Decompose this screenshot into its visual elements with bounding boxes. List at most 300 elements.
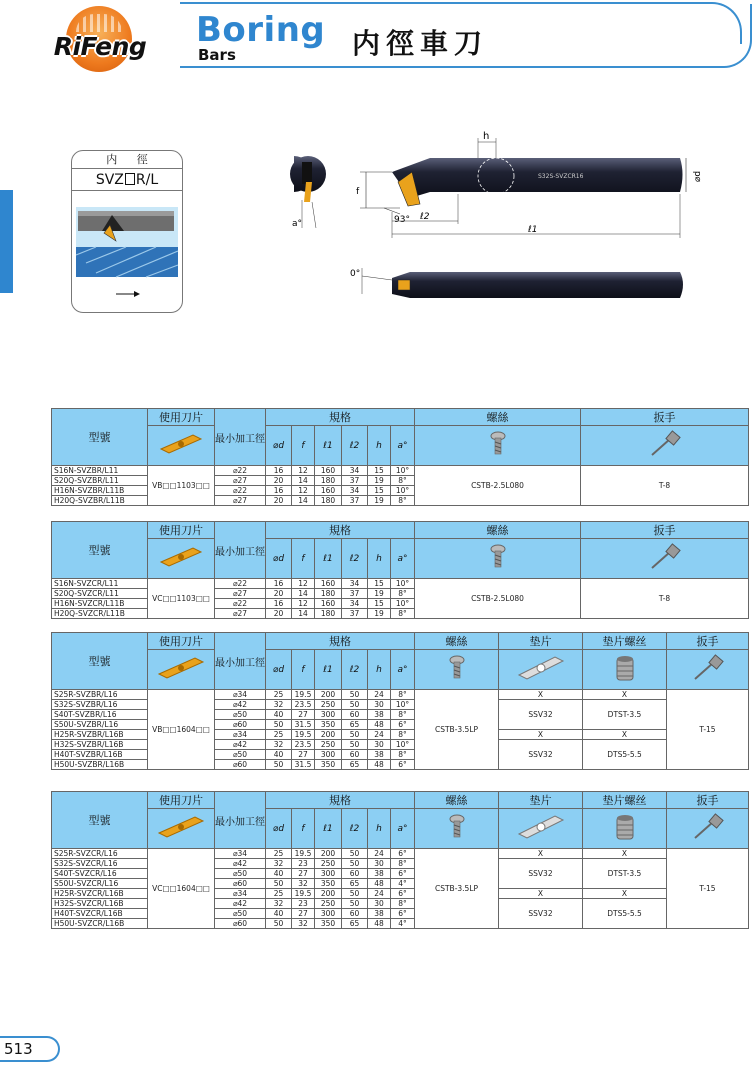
spec-l2: 50 (342, 859, 368, 869)
insert-code: VC□□1604□□ (148, 849, 215, 929)
shim-code: SSV32 (499, 899, 583, 929)
spec-d: 40 (266, 909, 292, 919)
min-bore: ⌀50 (215, 909, 266, 919)
shim-code: SSV32 (499, 740, 583, 770)
model-code: H25R-SVZBR/L16B (52, 730, 148, 740)
page-subtitle: Bars (198, 46, 236, 64)
spec-l2: 50 (342, 700, 368, 710)
spec-f: 12 (292, 579, 315, 589)
sym-f: f (292, 650, 315, 690)
brand-name: RiFeng (53, 32, 147, 61)
shim-icon (499, 650, 583, 690)
min-bore: ⌀27 (215, 476, 266, 486)
min-bore: ⌀34 (215, 889, 266, 899)
spec-f: 23.5 (292, 700, 315, 710)
spec-l1: 160 (315, 486, 342, 496)
spec-d: 32 (266, 700, 292, 710)
spec-h: 48 (368, 760, 391, 770)
spec-d: 40 (266, 869, 292, 879)
spec-f: 14 (292, 589, 315, 599)
spec-a: 8° (391, 730, 415, 740)
col-model: 型號 (52, 792, 148, 849)
spec-table-vb11 (51, 408, 749, 506)
col-wrench: 扳手 (667, 633, 749, 650)
spec-h: 48 (368, 720, 391, 730)
screw-icon (415, 539, 581, 579)
sym-d: ⌀d (266, 426, 292, 466)
insert-code: VB□□1604□□ (148, 690, 215, 770)
spec-a: 10° (391, 599, 415, 609)
shim-screw-code: X (583, 730, 667, 740)
col-min-bore: 最小加工徑 (215, 522, 266, 579)
spec-d: 20 (266, 609, 292, 619)
type-code-prefix: SVZ (95, 172, 124, 188)
spec-f: 14 (292, 609, 315, 619)
spec-l2: 60 (342, 710, 368, 720)
model-code: H40T-SVZCR/L16B (52, 909, 148, 919)
sym-l1: ℓ1 (315, 426, 342, 466)
table-row (52, 849, 749, 859)
min-bore: ⌀50 (215, 750, 266, 760)
placeholder-box-icon (125, 173, 135, 185)
spec-f: 23 (292, 899, 315, 909)
spec-l2: 60 (342, 909, 368, 919)
spec-f: 12 (292, 466, 315, 476)
col-spec: 規格 (266, 522, 415, 539)
spec-table-vc16 (51, 791, 749, 929)
model-code: H40T-SVZBR/L16B (52, 750, 148, 760)
sym-a: a° (391, 809, 415, 849)
spec-h: 30 (368, 700, 391, 710)
sym-f: f (292, 426, 315, 466)
shim-screw-code: DTS5-5.5 (583, 899, 667, 929)
spec-l2: 65 (342, 720, 368, 730)
spec-l2: 60 (342, 750, 368, 760)
sym-l2: ℓ2 (342, 539, 368, 579)
spec-f: 32 (292, 879, 315, 889)
spec-h: 38 (368, 750, 391, 760)
spec-a: 6° (391, 849, 415, 859)
spec-l2: 34 (342, 466, 368, 476)
col-shim: 垫片 (499, 792, 583, 809)
shim-icon (499, 809, 583, 849)
spec-h: 30 (368, 899, 391, 909)
model-code: H25R-SVZCR/L16B (52, 889, 148, 899)
col-wrench: 扳手 (581, 522, 749, 539)
model-code: S32S-SVZCR/L16 (52, 859, 148, 869)
wrench-code: T-8 (581, 579, 749, 619)
spec-a: 8° (391, 710, 415, 720)
col-shim: 垫片 (499, 633, 583, 650)
spec-l1: 200 (315, 849, 342, 859)
spec-d: 25 (266, 849, 292, 859)
model-code: S25R-SVZCR/L16 (52, 849, 148, 859)
spec-f: 12 (292, 599, 315, 609)
spec-a: 10° (391, 466, 415, 476)
spec-d: 50 (266, 760, 292, 770)
spec-h: 19 (368, 589, 391, 599)
spec-d: 25 (266, 690, 292, 700)
col-insert: 使用刀片 (148, 522, 215, 539)
shim-screw-code: DTST-3.5 (583, 859, 667, 889)
label-angle: 93° (394, 215, 410, 225)
spec-l1: 200 (315, 730, 342, 740)
col-screw: 螺絲 (415, 792, 499, 809)
spec-l1: 350 (315, 720, 342, 730)
shim-code: X (499, 730, 583, 740)
model-code: H20Q-SVZBR/L11B (52, 496, 148, 506)
spec-d: 20 (266, 589, 292, 599)
min-bore: ⌀42 (215, 859, 266, 869)
label-l2: ℓ2 (420, 212, 430, 222)
spec-l2: 50 (342, 690, 368, 700)
wrench-icon (581, 539, 749, 579)
spec-f: 19.5 (292, 690, 315, 700)
wrench-icon (667, 809, 749, 849)
spec-h: 19 (368, 496, 391, 506)
col-shim-screw: 垫片螺丝 (583, 792, 667, 809)
min-bore: ⌀50 (215, 710, 266, 720)
model-code: H32S-SVZCR/L16B (52, 899, 148, 909)
model-code: S40T-SVZBR/L16 (52, 710, 148, 720)
spec-l1: 200 (315, 889, 342, 899)
spec-a: 4° (391, 879, 415, 889)
sym-l2: ℓ2 (342, 650, 368, 690)
screw-icon (415, 650, 499, 690)
shim-code: X (499, 849, 583, 859)
wrench-code: T-8 (581, 466, 749, 506)
spec-l1: 300 (315, 750, 342, 760)
spec-d: 50 (266, 720, 292, 730)
top-view (350, 268, 683, 298)
spec-a: 10° (391, 486, 415, 496)
col-spec: 規格 (266, 409, 415, 426)
spec-l2: 37 (342, 609, 368, 619)
sym-l1: ℓ1 (315, 539, 342, 579)
spec-l2: 50 (342, 849, 368, 859)
spec-h: 38 (368, 710, 391, 720)
spec-a: 6° (391, 869, 415, 879)
spec-l1: 300 (315, 909, 342, 919)
model-code: S50U-SVZCR/L16 (52, 879, 148, 889)
min-bore: ⌀42 (215, 740, 266, 750)
spec-f: 19.5 (292, 889, 315, 899)
min-bore: ⌀27 (215, 589, 266, 599)
model-code: S32S-SVZBR/L16 (52, 700, 148, 710)
spec-a: 6° (391, 760, 415, 770)
spec-l1: 160 (315, 599, 342, 609)
spec-l1: 160 (315, 579, 342, 589)
sym-a: a° (391, 650, 415, 690)
screw-code: CSTB-3.5LP (415, 690, 499, 770)
spec-l1: 350 (315, 760, 342, 770)
min-bore: ⌀22 (215, 486, 266, 496)
spec-h: 38 (368, 869, 391, 879)
spec-f: 23.5 (292, 740, 315, 750)
spec-d: 20 (266, 496, 292, 506)
spec-l2: 34 (342, 486, 368, 496)
spec-f: 27 (292, 710, 315, 720)
min-bore: ⌀22 (215, 599, 266, 609)
shim-code: SSV32 (499, 700, 583, 730)
spec-d: 40 (266, 750, 292, 760)
spec-f: 27 (292, 909, 315, 919)
spec-h: 15 (368, 466, 391, 476)
col-min-bore: 最小加工徑 (215, 409, 266, 466)
insert-icon (148, 539, 215, 579)
col-insert: 使用刀片 (148, 409, 215, 426)
col-shim-screw: 垫片螺丝 (583, 633, 667, 650)
spec-h: 38 (368, 909, 391, 919)
spec-d: 16 (266, 466, 292, 476)
table-row (52, 690, 749, 700)
spec-l1: 300 (315, 869, 342, 879)
spec-l1: 300 (315, 710, 342, 720)
sym-h: h (368, 539, 391, 579)
label-d: ⌀d (693, 170, 703, 182)
spec-a: 8° (391, 609, 415, 619)
label-l1: ℓ1 (528, 225, 538, 235)
min-bore: ⌀60 (215, 919, 266, 929)
spec-l2: 34 (342, 579, 368, 589)
model-code: H50U-SVZCR/L16B (52, 919, 148, 929)
end-view (290, 156, 326, 229)
col-screw: 螺絲 (415, 522, 581, 539)
model-code: H32S-SVZBR/L16B (52, 740, 148, 750)
sym-h: h (368, 650, 391, 690)
shim-screw-code: DTST-3.5 (583, 700, 667, 730)
spec-l2: 60 (342, 869, 368, 879)
spec-a: 8° (391, 690, 415, 700)
tool-drawing (280, 128, 703, 303)
spec-l1: 180 (315, 589, 342, 599)
col-model: 型號 (52, 633, 148, 690)
sym-d: ⌀d (266, 650, 292, 690)
spec-l1: 180 (315, 496, 342, 506)
model-code: H20Q-SVZCR/L11B (52, 609, 148, 619)
sym-f: f (292, 539, 315, 579)
sym-h: h (368, 809, 391, 849)
spec-l2: 50 (342, 889, 368, 899)
col-spec: 規格 (266, 633, 415, 650)
screw-code: CSTB-3.5LP (415, 849, 499, 929)
shim-screw-code: X (583, 889, 667, 899)
spec-l1: 250 (315, 740, 342, 750)
spec-a: 6° (391, 909, 415, 919)
min-bore: ⌀60 (215, 760, 266, 770)
spec-d: 25 (266, 730, 292, 740)
wrench-icon (581, 426, 749, 466)
type-code (72, 169, 182, 191)
spec-h: 15 (368, 579, 391, 589)
spec-h: 30 (368, 740, 391, 750)
boring-illustration-icon (76, 203, 178, 277)
spec-a: 10° (391, 740, 415, 750)
spec-l2: 50 (342, 740, 368, 750)
spec-a: 10° (391, 700, 415, 710)
model-code: S40T-SVZCR/L16 (52, 869, 148, 879)
page-number: 513 (0, 1036, 60, 1062)
spec-l2: 37 (342, 476, 368, 486)
shim-screw-code: X (583, 690, 667, 700)
col-min-bore: 最小加工徑 (215, 792, 266, 849)
type-card-label: 内 徑 (72, 151, 182, 169)
col-screw: 螺絲 (415, 409, 581, 426)
spec-a: 6° (391, 889, 415, 899)
spec-l1: 250 (315, 899, 342, 909)
spec-d: 32 (266, 899, 292, 909)
spec-a: 8° (391, 589, 415, 599)
spec-d: 40 (266, 710, 292, 720)
spec-d: 50 (266, 879, 292, 889)
spec-table-vb16 (51, 632, 749, 770)
label-a: a° (292, 219, 303, 229)
spec-l1: 180 (315, 609, 342, 619)
min-bore: ⌀42 (215, 700, 266, 710)
type-code-suffix: R/L (135, 172, 159, 188)
spec-h: 24 (368, 730, 391, 740)
side-view (356, 131, 703, 238)
spec-h: 15 (368, 486, 391, 496)
min-bore: ⌀60 (215, 720, 266, 730)
spec-d: 32 (266, 740, 292, 750)
spec-l1: 350 (315, 919, 342, 929)
model-code: S16N-SVZCR/L11 (52, 579, 148, 589)
model-code: H50U-SVZBR/L16B (52, 760, 148, 770)
model-code: S50U-SVZBR/L16 (52, 720, 148, 730)
model-code: H16N-SVZBR/L11B (52, 486, 148, 496)
sym-l1: ℓ1 (315, 809, 342, 849)
spec-l2: 37 (342, 589, 368, 599)
spec-a: 8° (391, 476, 415, 486)
min-bore: ⌀42 (215, 899, 266, 909)
insert-code: VB□□1103□□ (148, 466, 215, 506)
bar-marking: S32S-SVZCR16 (538, 173, 584, 180)
spec-l2: 65 (342, 879, 368, 889)
spec-f: 31.5 (292, 720, 315, 730)
wrench-code: T-15 (667, 849, 749, 929)
sym-h: h (368, 426, 391, 466)
spec-f: 27 (292, 750, 315, 760)
min-bore: ⌀27 (215, 496, 266, 506)
spec-f: 19.5 (292, 849, 315, 859)
spec-l1: 180 (315, 476, 342, 486)
spec-h: 24 (368, 889, 391, 899)
col-wrench: 扳手 (581, 409, 749, 426)
col-wrench: 扳手 (667, 792, 749, 809)
insert-icon (148, 809, 215, 849)
sym-d: ⌀d (266, 809, 292, 849)
spec-d: 16 (266, 486, 292, 496)
model-code: S20Q-SVZCR/L11 (52, 589, 148, 599)
min-bore: ⌀50 (215, 869, 266, 879)
spec-h: 24 (368, 690, 391, 700)
insert-code: VC□□1103□□ (148, 579, 215, 619)
sym-a: a° (391, 426, 415, 466)
table-row (52, 579, 749, 589)
model-code: S16N-SVZBR/L11 (52, 466, 148, 476)
sym-l1: ℓ1 (315, 650, 342, 690)
sym-d: ⌀d (266, 539, 292, 579)
spec-a: 8° (391, 496, 415, 506)
min-bore: ⌀34 (215, 730, 266, 740)
insert-icon (148, 650, 215, 690)
spec-f: 27 (292, 869, 315, 879)
shim-screw-icon (583, 809, 667, 849)
screw-code: CSTB-2.5L080 (415, 579, 581, 619)
screw-code: CSTB-2.5L080 (415, 466, 581, 506)
col-model: 型號 (52, 522, 148, 579)
spec-f: 19.5 (292, 730, 315, 740)
side-index-tab (0, 190, 13, 293)
sym-l2: ℓ2 (342, 809, 368, 849)
min-bore: ⌀34 (215, 690, 266, 700)
spec-h: 48 (368, 879, 391, 889)
table-row (52, 466, 749, 476)
spec-table-vc11 (51, 521, 749, 619)
col-insert: 使用刀片 (148, 792, 215, 809)
shim-code: SSV32 (499, 859, 583, 889)
spec-l1: 250 (315, 859, 342, 869)
col-min-bore: 最小加工徑 (215, 633, 266, 690)
spec-l2: 65 (342, 919, 368, 929)
spec-h: 30 (368, 859, 391, 869)
rifeng-logo (50, 6, 150, 70)
model-code: H16N-SVZCR/L11B (52, 599, 148, 609)
col-screw: 螺絲 (415, 633, 499, 650)
screw-icon (415, 426, 581, 466)
spec-d: 20 (266, 476, 292, 486)
spec-f: 14 (292, 476, 315, 486)
type-card (71, 150, 183, 313)
spec-f: 14 (292, 496, 315, 506)
spec-l2: 50 (342, 899, 368, 909)
spec-d: 16 (266, 579, 292, 589)
wrench-icon (667, 650, 749, 690)
shim-screw-code: X (583, 849, 667, 859)
label-zero: 0° (350, 269, 361, 279)
model-code: S25R-SVZBR/L16 (52, 690, 148, 700)
model-code: S20Q-SVZBR/L11 (52, 476, 148, 486)
label-h: h (483, 131, 490, 142)
spec-f: 32 (292, 919, 315, 929)
spec-d: 32 (266, 859, 292, 869)
spec-f: 12 (292, 486, 315, 496)
spec-l1: 250 (315, 700, 342, 710)
spec-a: 8° (391, 899, 415, 909)
col-insert: 使用刀片 (148, 633, 215, 650)
spec-l2: 50 (342, 730, 368, 740)
spec-l2: 37 (342, 496, 368, 506)
sym-a: a° (391, 539, 415, 579)
spec-l2: 65 (342, 760, 368, 770)
shim-code: X (499, 889, 583, 899)
spec-a: 8° (391, 750, 415, 760)
spec-f: 31.5 (292, 760, 315, 770)
spec-l1: 350 (315, 879, 342, 889)
sym-f: f (292, 809, 315, 849)
shim-screw-code: DTS5-5.5 (583, 740, 667, 770)
spec-h: 19 (368, 609, 391, 619)
spec-f: 23 (292, 859, 315, 869)
min-bore: ⌀22 (215, 579, 266, 589)
spec-l1: 200 (315, 690, 342, 700)
spec-l2: 34 (342, 599, 368, 609)
page-title: Boring (196, 10, 326, 50)
spec-h: 15 (368, 599, 391, 609)
spec-d: 50 (266, 919, 292, 929)
min-bore: ⌀27 (215, 609, 266, 619)
